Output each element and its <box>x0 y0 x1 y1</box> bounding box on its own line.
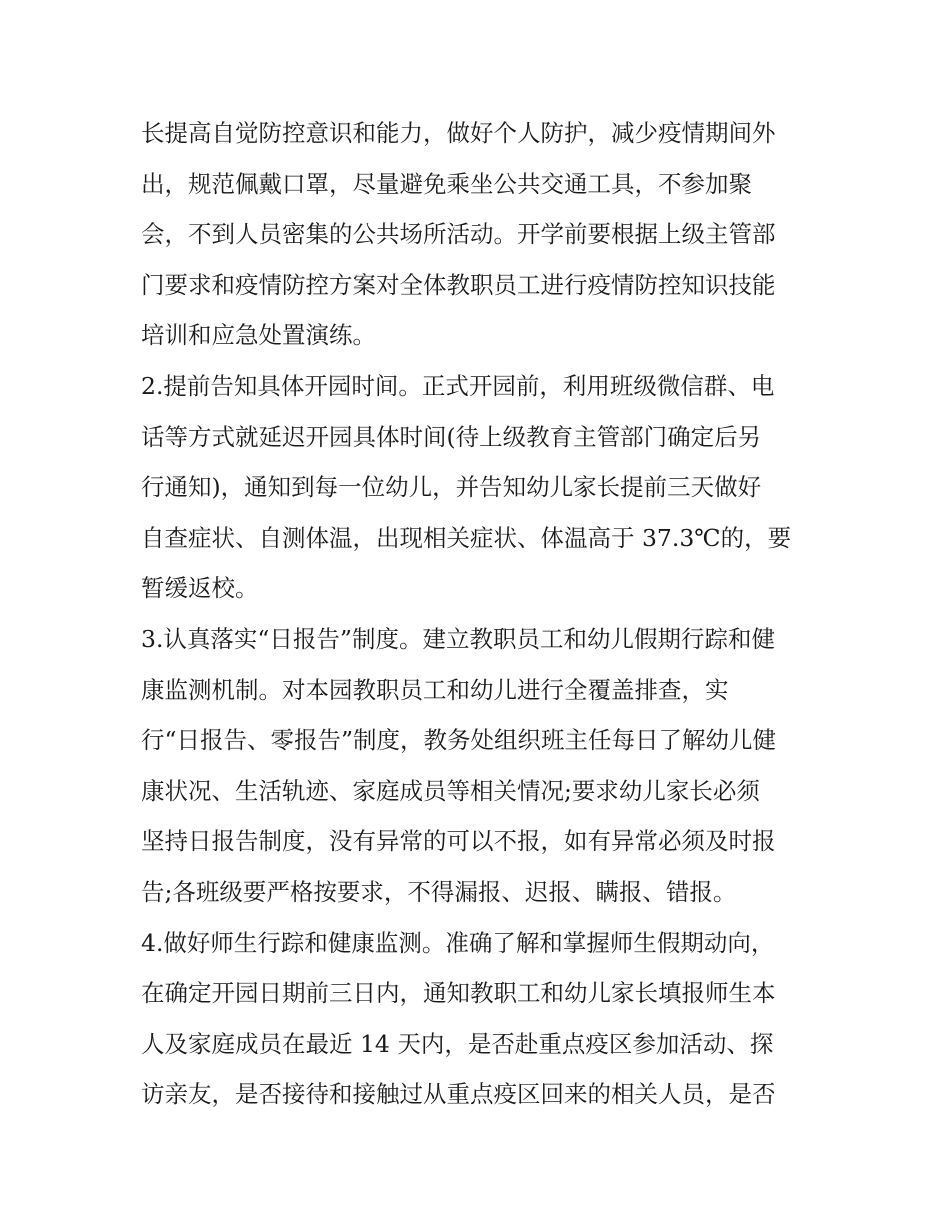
text-line: 康监测机制。对本园教职员工和幼儿进行全覆盖排查，实 <box>141 675 729 704</box>
text-line: 出，规范佩戴口罩，尽量避免乘坐公共交通工具，不参加聚 <box>141 169 752 198</box>
text-line: 访亲友，是否接待和接触过从重点疫区回来的相关人员，是否 <box>141 1080 776 1109</box>
text-line: 自查症状、自测体温，出现相关症状、体温高于 37.3℃的，要 <box>141 523 792 552</box>
text-line: 会，不到人员密集的公共场所活动。开学前要根据上级主管部 <box>141 220 776 249</box>
text-line: 培训和应急处置演练。 <box>141 321 376 350</box>
text-line: 3.认真落实“日报告”制度。建立教职员工和幼儿假期行踪和健 <box>141 624 775 653</box>
text-line: 2.提前告知具体开园时间。正式开园前，利用班级微信群、电 <box>141 371 775 400</box>
body-text <box>141 108 821 1120</box>
text-line: 在确定开园日期前三日内，通知教职工和幼儿家长填报师生本 <box>141 979 776 1008</box>
text-line: 暂缓返校。 <box>141 574 259 603</box>
text-line: 人及家庭成员在最近 14 天内，是否赴重点疫区参加活动、探 <box>141 1029 774 1058</box>
text-line: 康状况、生活轨迹、家庭成员等相关情况;要求幼儿家长必须 <box>141 776 760 805</box>
text-line: 长提高自觉防控意识和能力，做好个人防护，减少疫情期间外 <box>141 119 776 147</box>
text-line: 话等方式就延迟开园具体时间(待上级教育主管部门确定后另 <box>141 422 762 451</box>
text-line: 告;各班级要严格按要求，不得漏报、迟报、瞒报、错报。 <box>141 877 737 906</box>
text-line: 门要求和疫情防控方案对全体教职员工进行疫情防控知识技能 <box>141 270 776 299</box>
text-line: 行“日报告、零报告”制度，教务处组织班主任每日了解幼儿健 <box>141 726 777 755</box>
text-line: 坚持日报告制度，没有异常的可以不报，如有异常必须及时报 <box>141 827 776 856</box>
text-line: 4.做好师生行踪和健康监测。准确了解和掌握师生假期动向， <box>141 928 775 957</box>
text-line: 行通知)，通知到每一位幼儿，并告知幼儿家长提前三天做好 <box>141 473 762 502</box>
